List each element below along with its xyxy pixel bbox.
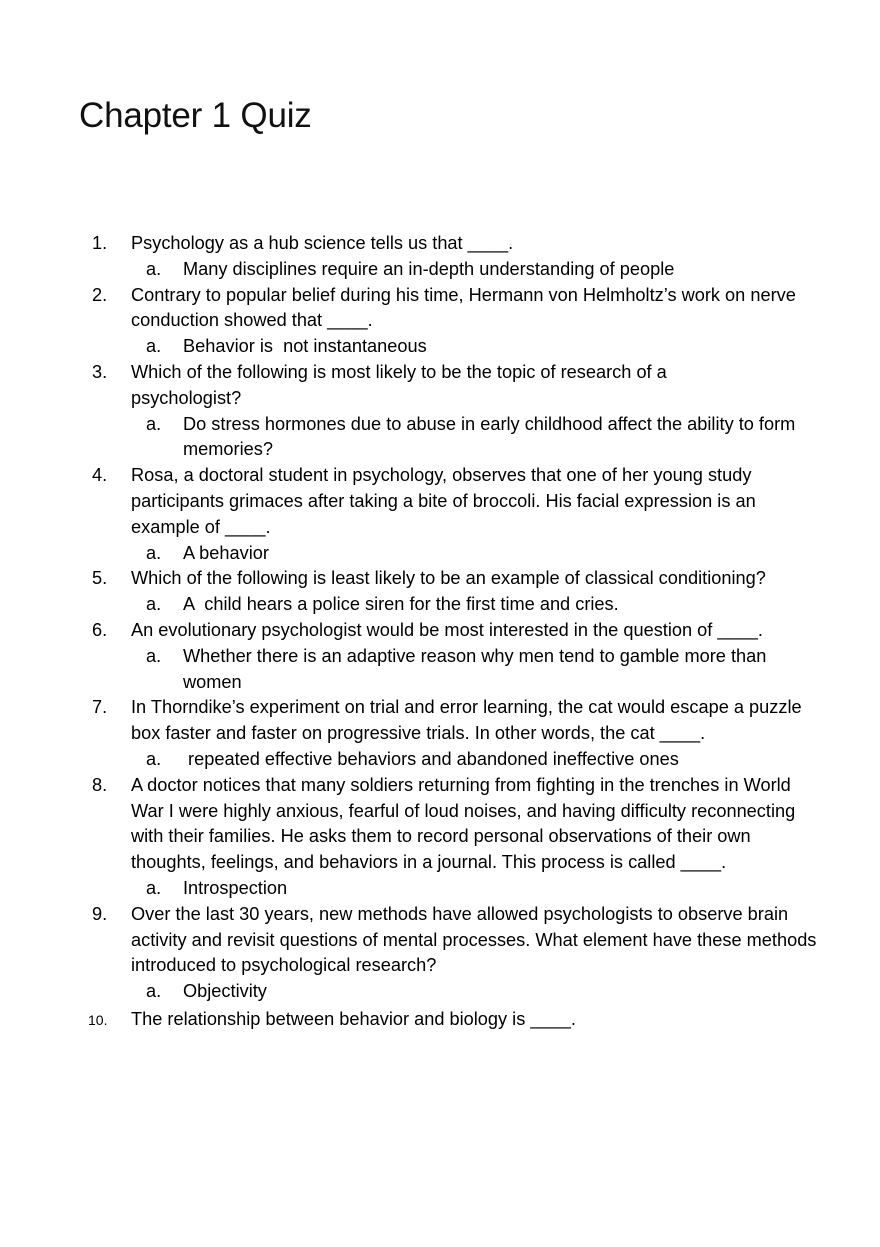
answer-text: Introspection [183,877,288,898]
answer-text: repeated effective behaviors and abandoned ineffective ones [183,748,679,769]
question-number: 5. [92,568,108,589]
answer-1 [0,257,880,283]
question-number: 6. [92,619,108,640]
answer-text: A behavior [183,542,269,563]
answer-letter: a. [146,413,162,434]
question-number: 1. [92,233,108,253]
answer-letter: a. [146,594,162,615]
question-text: Which of the following is least likely to be an example of classical conditioning? [131,568,766,589]
question-3 [0,360,880,412]
question-10 [0,1007,880,1033]
answer-letter: a. [146,258,162,279]
answer-text: Objectivity [183,981,267,1002]
answer-letter: a. [146,981,162,1002]
question-text: Rosa, a doctoral student in psychology, observes that one of her young study participants grimaces after taking a bite of broccoli. His facial expression is an example of ____. [131,465,756,537]
answer-letter: a. [146,645,162,666]
question-number: 4. [92,465,108,486]
question-number: 3. [92,361,108,382]
question-text: Contrary to popular belief during his time, Hermann von Helmholtz’s work on nerve conduction showed that ____. [131,284,796,331]
question-text: A doctor notices that many soldiers returning from fighting in the trenches in World War I were highly anxious, fearful of loud noises, and having difficulty reconnecting with their families. He asks them to record personal observations of their own thoughts, feelings, and behaviors in a journal. This process is called ____. [131,774,796,873]
answer-letter: a. [146,877,162,898]
question-number: 9. [92,903,108,924]
question-number: 7. [92,697,108,718]
answer-text: Do stress hormones due to abuse in early childhood affect the ability to form memories? [183,413,796,460]
answer-text: Behavior is not instantaneous [183,336,427,357]
question-9 [0,902,880,979]
question-7 [0,695,880,747]
answer-7 [0,747,880,773]
question-5 [0,566,880,592]
answer-text: Whether there is an adaptive reason why men tend to gamble more than women [183,645,767,692]
question-2 [0,283,880,335]
answer-2 [0,334,880,360]
answer-4 [0,541,880,567]
question-6 [0,618,880,644]
answer-5 [0,592,880,618]
question-text: In Thorndike’s experiment on trial and error learning, the cat would escape a puzzle box faster and faster on progressive trials. In other words, the cat ____. [131,697,802,744]
answer-letter: a. [146,748,162,769]
page-title: Chapter 1 Quiz [79,96,312,135]
answer-6 [0,644,880,696]
answer-text: A child hears a police siren for the first time and cries. [183,594,619,615]
answer-3 [0,412,880,464]
question-text: The relationship between behavior and biology is ____. [131,1008,576,1029]
answer-letter: a. [146,336,162,357]
question-text: Psychology as a hub science tells us that ____. [131,233,514,253]
question-8 [0,773,880,876]
question-4 [0,463,880,540]
question-text: Over the last 30 years, new methods have allowed psychologists to observe brain activity and revisit questions of mental processes. What element have these methods introduced to psychological research? [131,903,817,976]
question-text: Which of the following is most likely to be the topic of research of a psychologist? [131,361,667,408]
question-text: An evolutionary psychologist would be most interested in the question of ____. [131,619,763,640]
answer-letter: a. [146,542,162,563]
answer-8 [0,876,880,902]
answer-9 [0,979,880,1005]
question-1 [0,231,880,257]
question-number: 2. [92,284,108,305]
quiz-list [0,231,880,1033]
answer-text: Many disciplines require an in-depth understanding of people [183,258,675,279]
question-number: 8. [92,774,108,795]
question-number: 10. [88,1011,108,1028]
